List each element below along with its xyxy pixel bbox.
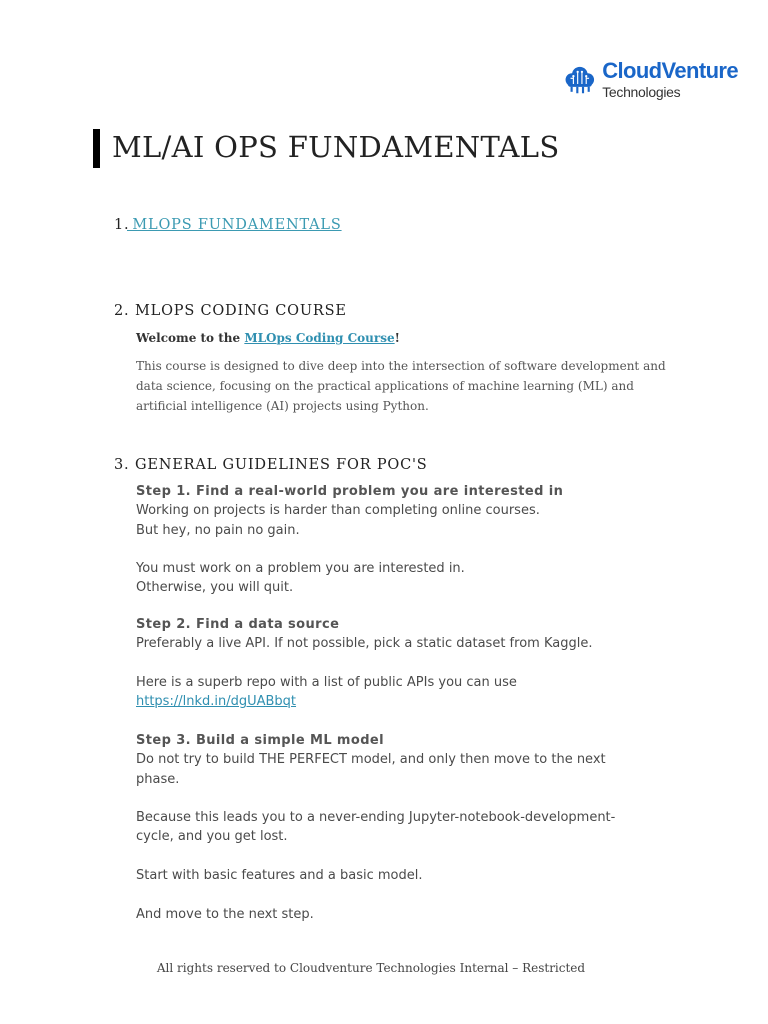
section-mlops-coding-course (114, 303, 347, 319)
course-welcome (136, 328, 400, 348)
section-heading: MLOPS CODING COURSE (135, 303, 347, 319)
step-text-line: Start with basic features and a basic model. (136, 868, 423, 884)
step-text-line: Preferably a live API. If not possible, pick a static dataset from Kaggle. (136, 636, 593, 652)
step-text-line: Otherwise, you will quit. (136, 580, 294, 596)
welcome-prefix: Welcome to the (136, 331, 245, 345)
welcome-suffix: ! (394, 331, 400, 345)
section-mlops-fundamentals (114, 217, 342, 233)
section-number: 2. (114, 303, 130, 319)
step-text-line: Here is a superb repo with a list of public APIs you can use (136, 674, 517, 690)
step-text-line (136, 885, 636, 904)
step-2-heading: Step 2. Find a data source (136, 617, 340, 632)
page-title: ML/AI OPS FUNDAMENTALS (112, 130, 560, 164)
step-1-heading: Step 1. Find a real-world problem you are interested in (136, 484, 564, 499)
step-text-line: phase. (136, 771, 180, 787)
course-description-line: data science, focusing on the practical applications of machine learning (ML) and (136, 379, 634, 393)
step-text-line: Do not try to build THE PERFECT model, and only then move to the next (136, 752, 606, 768)
section-heading: GENERAL GUIDELINES FOR POC'S (135, 457, 428, 473)
section-number: 1. (114, 217, 130, 233)
step-text-line (136, 540, 636, 559)
public-apis-link[interactable]: https://lnkd.in/dgUABbqt (136, 694, 297, 710)
mlops-fundamentals-link[interactable]: MLOPS FUNDAMENTALS (127, 217, 342, 233)
step-text-line (136, 789, 636, 808)
step-3-block (136, 731, 636, 924)
step-text-line: But hey, no pain no gain. (136, 522, 300, 538)
step-3-heading: Step 3. Build a simple ML model (136, 733, 384, 748)
section-number: 3. (114, 457, 130, 473)
title-accent-bar (93, 129, 100, 168)
step-text-line (136, 847, 636, 866)
course-description-line: This course is designed to dive deep into the intersection of software development and (136, 359, 666, 373)
company-logo (562, 50, 738, 108)
section-general-guidelines (114, 457, 428, 473)
step-text-line: Working on projects is harder than completing online courses. (136, 503, 540, 519)
course-description (136, 356, 676, 416)
step-1-block (136, 482, 636, 598)
step-2-block (136, 615, 636, 711)
step-text-line: cycle, and you get lost. (136, 829, 288, 845)
step-text-line (136, 654, 636, 673)
logo-name: CloudVenture (602, 57, 738, 83)
logo-subtitle: Technologies (602, 83, 681, 100)
mlops-coding-course-link[interactable]: MLOps Coding Course (244, 331, 395, 345)
step-text-line: And move to the next step. (136, 906, 314, 922)
step-text-line: Because this leads you to a never-ending Jupyter-notebook-development- (136, 810, 616, 826)
cloud-circuit-logo-icon (562, 56, 596, 102)
page-footer: All rights reserved to Cloudventure Technologies Internal – Restricted (156, 961, 586, 975)
course-description-line: artificial intelligence (AI) projects using Python. (136, 399, 429, 413)
step-text-line: You must work on a problem you are interested in. (136, 561, 465, 577)
